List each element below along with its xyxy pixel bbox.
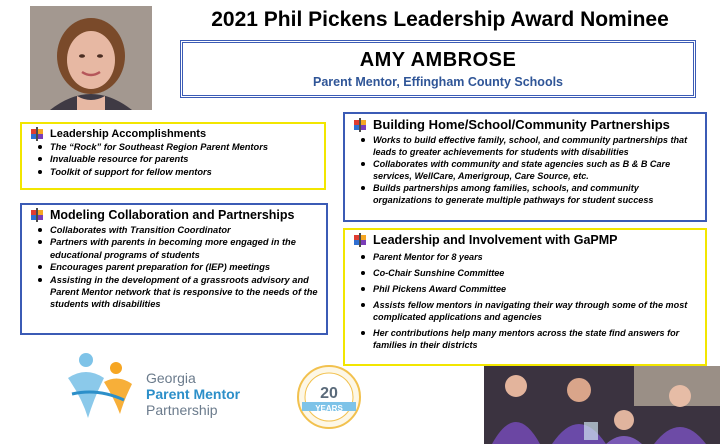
leadership-accomplishments-box bbox=[20, 122, 326, 190]
leadership-accomplishments-list bbox=[36, 141, 316, 178]
leadership-gapmp-box bbox=[343, 228, 707, 366]
modeling-collaboration-list bbox=[36, 224, 318, 311]
list-item: Co-Chair Sunshine Committee bbox=[359, 267, 697, 279]
leadership-accomplishments-heading bbox=[30, 127, 316, 141]
list-item: Builds partnerships among families, schools, and community organizations to generate multiple pathways for student success bbox=[359, 182, 697, 206]
group-photo bbox=[484, 366, 720, 444]
nominee-name: AMY AMBROSE bbox=[359, 49, 517, 71]
heading-text: Building Home/School/Community Partnerships bbox=[373, 117, 670, 132]
list-item: The “Rock” for Southeast Region Parent Mentors bbox=[36, 141, 316, 153]
nominee-portrait bbox=[30, 6, 152, 110]
list-item: Her contributions help many mentors across the state find answers for families in their districts bbox=[359, 327, 697, 351]
badge-number: 20 bbox=[320, 385, 338, 402]
quad-color-flag-icon bbox=[30, 208, 44, 222]
building-partnerships-heading bbox=[353, 117, 697, 132]
list-item: Toolkit of support for fellow mentors bbox=[36, 166, 316, 178]
logo-line-partnership: Partnership bbox=[146, 402, 218, 418]
quad-color-flag-icon bbox=[353, 118, 367, 132]
list-item: Works to build effective family, school, and community partnerships that leads to greater achievements for students with disabilities bbox=[359, 134, 697, 158]
logo-line-parent-mentor: Parent Mentor bbox=[146, 386, 241, 402]
heading-text: Leadership Accomplishments bbox=[50, 128, 207, 140]
list-item: Encourages parent preparation for (IEP) meetings bbox=[36, 261, 318, 273]
building-partnerships-list bbox=[359, 134, 697, 206]
anniversary-badge bbox=[296, 364, 362, 430]
leadership-gapmp-heading bbox=[353, 233, 697, 247]
leadership-gapmp-list bbox=[359, 251, 697, 351]
badge-label: YEARS bbox=[315, 404, 343, 413]
list-item: Assisting in the development of a grassroots advisory and Parent Mentor network that is responsive to the needs of the students with disabilities bbox=[36, 274, 318, 311]
heading-text: Leadership and Involvement with GaPMP bbox=[373, 233, 618, 247]
quad-color-flag-icon bbox=[30, 127, 44, 141]
nominee-name-box bbox=[180, 40, 696, 98]
modeling-collaboration-box bbox=[20, 203, 328, 335]
page-title: 2021 Phil Pickens Leadership Award Nominee bbox=[211, 8, 669, 31]
list-item: Phil Pickens Award Committee bbox=[359, 283, 697, 295]
modeling-collaboration-heading bbox=[30, 208, 318, 222]
list-item: Invaluable resource for parents bbox=[36, 153, 316, 165]
list-item: Partners with parents in becoming more engaged in the educational programs of students bbox=[36, 236, 318, 261]
building-partnerships-box bbox=[343, 112, 707, 222]
list-item: Assists fellow mentors in navigating their way through some of the most complicated applications and agencies bbox=[359, 299, 697, 323]
list-item: Parent Mentor for 8 years bbox=[359, 251, 697, 263]
nominee-role: Parent Mentor, Effingham County Schools bbox=[312, 75, 564, 89]
badge-text bbox=[296, 386, 362, 414]
gpmp-logo-text bbox=[146, 370, 240, 418]
quad-color-flag-icon bbox=[353, 233, 367, 247]
list-item: Collaborates with community and state agencies such as B & B Care services, WellCare, Amerigroup, Care Source, etc. bbox=[359, 158, 697, 182]
list-item: Collaborates with Transition Coordinator bbox=[36, 224, 318, 236]
logo-line-georgia: Georgia bbox=[146, 370, 196, 386]
heading-text: Modeling Collaboration and Partnerships bbox=[50, 208, 295, 222]
